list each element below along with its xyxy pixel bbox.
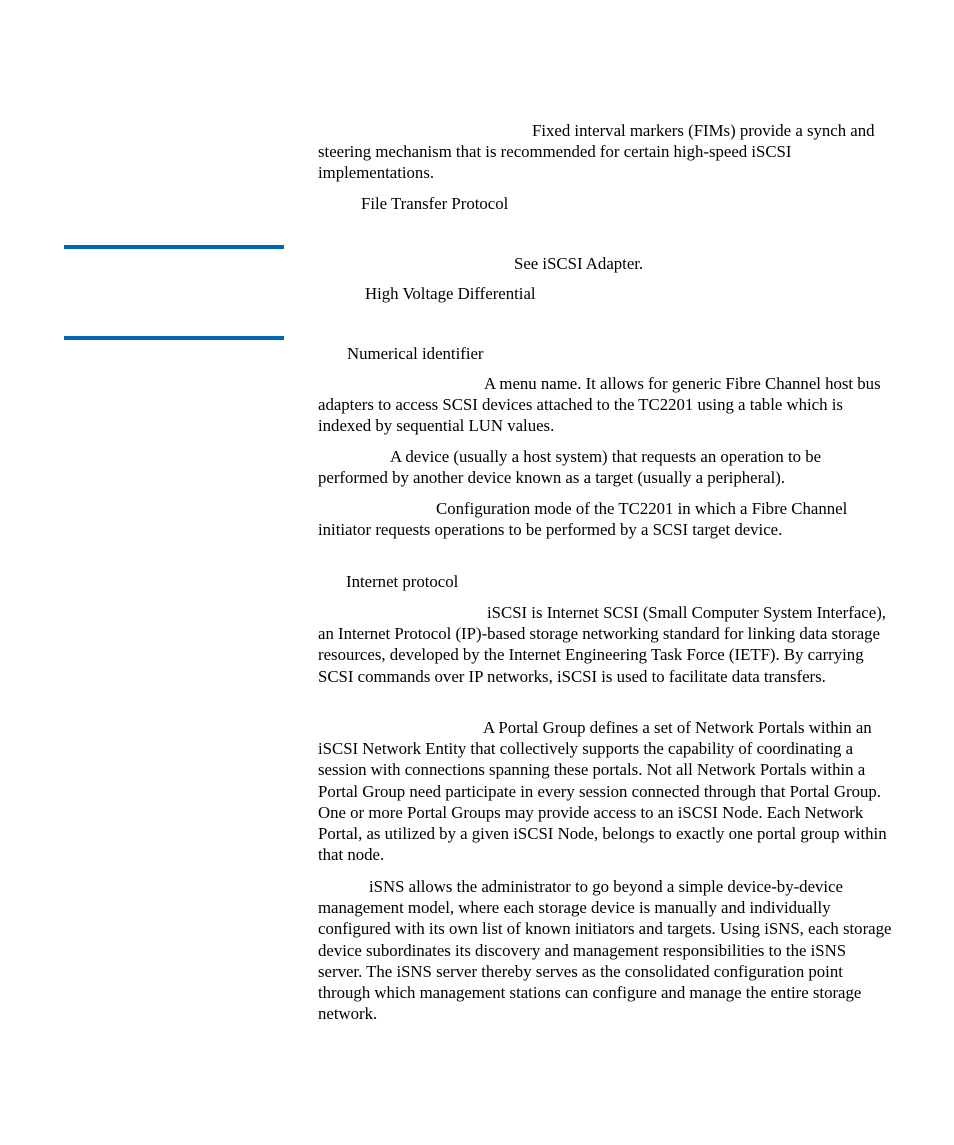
section-divider-rule [64, 245, 284, 249]
glossary-entry [318, 343, 893, 364]
entry-definition: iSCSI is Internet SCSI (Small Computer System Interface), an Internet Protocol (IP)-based storage networking standard for linking data storage resources, developed by the Internet Engineering Task Force (IETF). By carrying SCSI commands over IP networks, iSCSI is used to facilitate data transfers. [318, 603, 886, 686]
entry-definition: Internet protocol [346, 572, 459, 591]
entry-definition: iSNS allows the administrator to go beyond a simple device-by-device management model, where each storage device is manually and individually configured with its own list of known initiators and targets. Using iSNS, each storage device subordinates its discovery and management responsibilities to the iSNS server. The iSNS server thereby serves as the consolidated configuration point through which management stations can configure and manage the entire storage network. [318, 877, 892, 1024]
glossary-entry [318, 498, 893, 540]
entry-definition: High Voltage Differential [365, 284, 536, 303]
entry-definition: Configuration mode of the TC2201 in which a Fibre Channel initiator requests operations to be performed by a SCSI target device. [318, 499, 848, 540]
glossary-entry [318, 120, 893, 184]
entry-definition: File Transfer Protocol [361, 194, 509, 213]
glossary-entry [318, 876, 893, 1024]
glossary-entry [318, 602, 893, 687]
glossary-entry [318, 571, 893, 592]
entry-definition: A Portal Group defines a set of Network Portals within an iSCSI Network Entity that collectively supports the capability of coordinating a session with connections spanning these portals. Not all Network Portals within a Portal Group need participate in every session connected through that Portal Group. One or more Portal Groups may provide access to an iSCSI Node. Each Network Portal, as utilized by a given iSCSI Node, belongs to exactly one portal group within that node. [318, 718, 887, 865]
glossary-entry [318, 717, 893, 865]
entry-definition: A menu name. It allows for generic Fibre Channel host bus adapters to access SCSI devices attached to the TC2201 using a table which is indexed by sequential LUN values. [318, 374, 881, 436]
glossary-entry [318, 193, 893, 214]
entry-definition: See iSCSI Adapter. [514, 254, 644, 273]
glossary-entry [318, 283, 893, 304]
entry-definition: Numerical identifier [347, 344, 484, 363]
entry-definition: A device (usually a host system) that requests an operation to be performed by another device known as a target (usually a peripheral). [318, 447, 822, 488]
glossary-entry [318, 253, 893, 274]
section-divider-rule [64, 336, 284, 340]
entry-definition: Fixed interval markers (FIMs) provide a synch and steering mechanism that is recommended for certain high-speed iSCSI implementations. [318, 121, 875, 183]
glossary-entry [318, 373, 893, 437]
glossary-entry [318, 446, 893, 488]
